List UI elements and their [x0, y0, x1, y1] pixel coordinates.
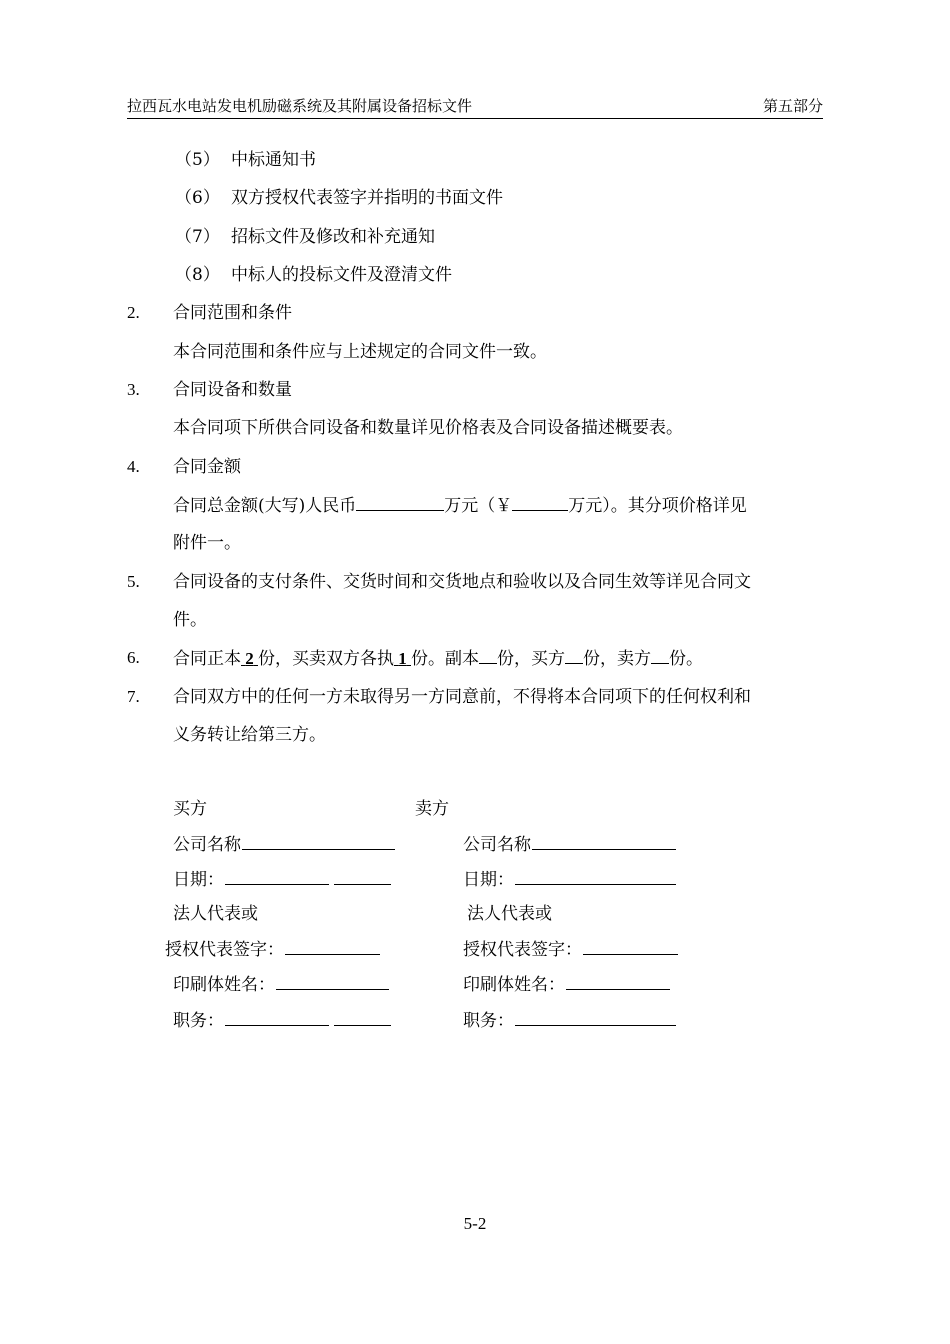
sub-item-tag: （6） — [175, 188, 220, 208]
section-number: 7. — [127, 687, 140, 706]
buyer-signer-label: 授权代表签字： — [165, 940, 284, 960]
buyer-date-blank-2[interactable] — [334, 867, 391, 885]
page-header — [127, 96, 823, 119]
duplicate-blank[interactable] — [479, 646, 497, 664]
buyer-copies-blank[interactable] — [565, 646, 583, 664]
each-copies-value — [394, 649, 411, 668]
buyer-printed-label: 印刷体姓名： — [173, 975, 275, 995]
buyer-date-row — [173, 867, 391, 892]
seller-signature-blank[interactable] — [583, 937, 678, 955]
buyer-position-blank[interactable] — [225, 1008, 329, 1026]
sub-item-text: 中标通知书 — [231, 150, 316, 170]
amount-text: 合同总金额(大写)人民币 — [173, 496, 357, 516]
seller-company-row — [463, 832, 676, 857]
seller-copies-blank[interactable] — [651, 646, 669, 664]
section-title: 合同设备和数量 — [173, 380, 292, 400]
copies-text: 份，买卖双方各执 — [258, 649, 394, 669]
page-number: 5-2 — [463, 1214, 487, 1233]
original-copies-number: 2 — [245, 649, 254, 668]
section-body: 本合同项下所供合同设备和数量详见价格表及合同设备描述概要表。 — [173, 418, 683, 438]
seller-heading: 卖方 — [415, 799, 449, 819]
buyer-legal-label: 法人代表或 — [173, 904, 258, 924]
contract-amount-line — [173, 493, 747, 518]
seller-printed-label: 印刷体姓名： — [463, 975, 565, 995]
section-body: 附件一。 — [173, 533, 241, 553]
amount-text: 万元）。其分项价格详见 — [568, 496, 747, 516]
sub-item-text: 招标文件及修改和补充通知 — [231, 227, 435, 247]
section-body: 合同双方中的任何一方未取得另一方同意前，不得将本合同项下的任何权利和 — [173, 687, 751, 707]
section-number: 6. — [127, 648, 140, 667]
section-body: 本合同范围和条件应与上述规定的合同文件一致。 — [173, 342, 547, 362]
copies-text: 份。 — [669, 649, 703, 669]
copies-text: 份，买方 — [497, 649, 565, 669]
amount-figure-blank[interactable] — [512, 493, 568, 511]
amount-text: 万元（￥ — [444, 496, 513, 516]
section-number: 3. — [127, 380, 140, 399]
buyer-position-label: 职务： — [173, 1011, 224, 1031]
buyer-signer-row — [165, 937, 380, 962]
buyer-printed-row — [173, 972, 389, 997]
buyer-position-blank-2[interactable] — [334, 1008, 391, 1026]
section-body: 合同设备的支付条件、交货时间和交货地点和验收以及合同生效等详见合同文 — [173, 572, 751, 592]
copies-text: 合同正本 — [173, 649, 241, 669]
seller-signer-label: 授权代表签字： — [463, 940, 582, 960]
sub-item-text: 中标人的投标文件及澄清文件 — [231, 265, 452, 285]
header-part: 第五部分 — [762, 97, 823, 115]
header-title: 拉西瓦水电站发电机励磁系统及其附属设备招标文件 — [127, 97, 473, 115]
sub-item-tag: （5） — [175, 150, 220, 170]
section-body: 义务转让给第三方。 — [173, 725, 326, 745]
buyer-company-label: 公司名称 — [173, 835, 241, 855]
section-title: 合同金额 — [173, 457, 241, 477]
buyer-date-blank[interactable] — [225, 867, 329, 885]
section-number: 5. — [127, 572, 140, 591]
buyer-position-row — [173, 1008, 391, 1033]
buyer-date-label: 日期： — [173, 870, 224, 890]
buyer-printed-name-blank[interactable] — [276, 972, 389, 990]
section-title: 合同范围和条件 — [173, 303, 292, 323]
original-copies-value — [241, 649, 258, 668]
buyer-company-blank[interactable] — [242, 832, 395, 850]
copies-text: 份，卖方 — [583, 649, 651, 669]
seller-printed-name-blank[interactable] — [566, 972, 670, 990]
seller-company-label: 公司名称 — [463, 835, 531, 855]
seller-printed-row — [463, 972, 670, 997]
seller-signer-row — [463, 937, 678, 962]
copies-line — [173, 646, 703, 671]
seller-date-row — [463, 867, 676, 892]
buyer-company-row — [173, 832, 395, 857]
section-body: 件。 — [173, 610, 207, 630]
each-copies-number: 1 — [398, 649, 407, 668]
seller-position-blank[interactable] — [515, 1008, 676, 1026]
seller-date-label: 日期： — [463, 870, 514, 890]
amount-words-blank[interactable] — [356, 493, 444, 511]
seller-legal-label: 法人代表或 — [467, 904, 552, 924]
seller-position-row — [463, 1008, 676, 1033]
sub-item-text: 双方授权代表签字并指明的书面文件 — [231, 188, 503, 208]
sub-item-tag: （8） — [175, 265, 220, 285]
section-number: 4. — [127, 457, 140, 476]
seller-company-blank[interactable] — [532, 832, 676, 850]
section-number: 2. — [127, 303, 140, 322]
buyer-signature-blank[interactable] — [285, 937, 380, 955]
sub-item-tag: （7） — [175, 227, 220, 247]
seller-date-blank[interactable] — [515, 867, 676, 885]
seller-position-label: 职务： — [463, 1011, 514, 1031]
copies-text: 份。副本 — [411, 649, 479, 669]
buyer-heading: 买方 — [173, 799, 207, 819]
